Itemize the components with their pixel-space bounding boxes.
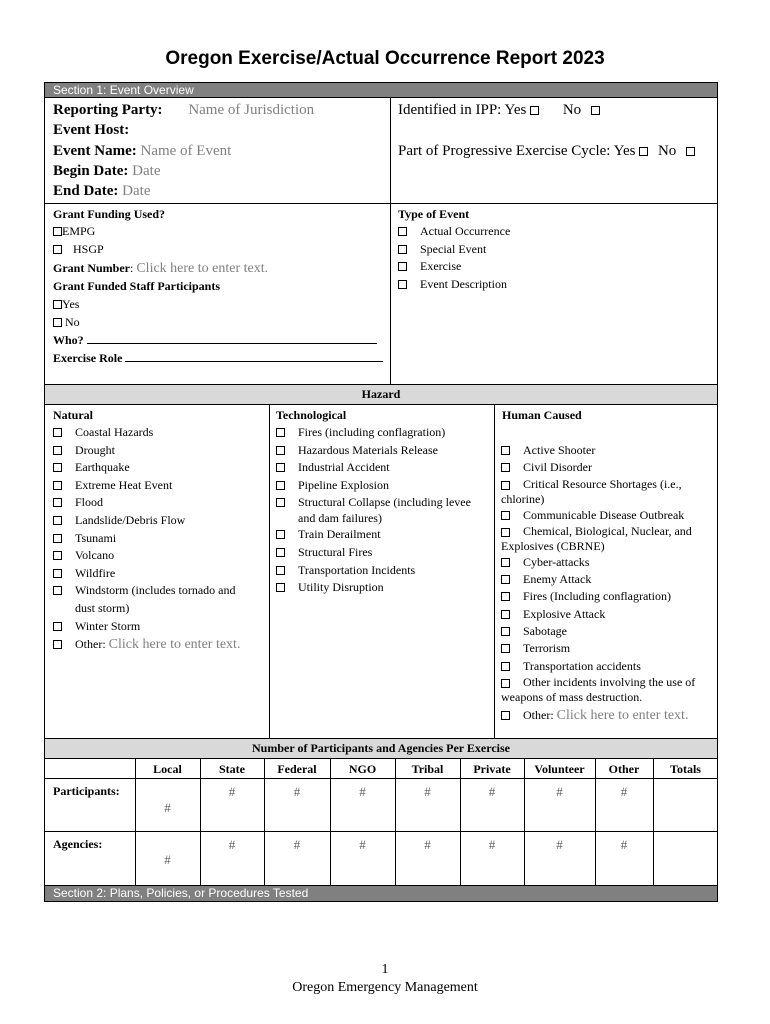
- begin-date-label: Begin Date:: [53, 163, 129, 179]
- option-label: Pipeline Explosion: [298, 477, 389, 492]
- begin-date-field[interactable]: Date: [132, 163, 161, 179]
- checkbox[interactable]: [398, 227, 407, 236]
- grant-funding-label: Grant Funding Used?: [53, 207, 166, 221]
- technological-label: Technological: [276, 408, 347, 422]
- checkbox[interactable]: [53, 446, 62, 455]
- hazard-option: [53, 424, 265, 442]
- option-label: Windstorm (includes tornado and dust storm): [75, 583, 236, 615]
- option-label: Landslide/Debris Flow: [75, 512, 186, 527]
- col-header: Tribal: [411, 762, 444, 776]
- progressive-no-label: No: [657, 143, 677, 159]
- ipp-no-checkbox[interactable]: [591, 106, 600, 115]
- grant-number-label: Grant Number: [53, 261, 130, 275]
- col-header: NGO: [348, 762, 377, 776]
- hazard-option: [53, 459, 265, 477]
- human-caused-label: Human Caused: [502, 408, 582, 422]
- ipp-label: Identified in IPP: Yes: [398, 102, 527, 118]
- agencies-local-field[interactable]: #: [164, 852, 171, 867]
- row-label-agencies: Agencies:: [53, 837, 103, 851]
- hazard-header: Hazard: [44, 384, 718, 405]
- checkbox[interactable]: [398, 245, 407, 254]
- hazard-option: [53, 530, 265, 548]
- option-label: Event Description: [420, 276, 507, 291]
- exercise-role-row: [53, 351, 383, 366]
- grant-number-field[interactable]: Click here to enter text.: [136, 261, 269, 276]
- grant-empg-checkbox[interactable]: [53, 227, 62, 236]
- option-label: Fires (Including conflagration): [523, 589, 671, 604]
- table-line: [44, 778, 718, 779]
- grant-number-row: Grant Number: Click here to enter text.: [53, 261, 269, 276]
- staff-label: Grant Funded Staff Participants: [53, 279, 221, 293]
- checkbox[interactable]: [501, 627, 510, 636]
- checkbox[interactable]: [276, 498, 285, 507]
- option-label: Coastal Hazards: [75, 425, 154, 439]
- hazard-option: [501, 507, 713, 524]
- exercise-role-label: Exercise Role: [53, 351, 123, 365]
- option-label: Flood: [75, 495, 104, 510]
- hazard-option: [501, 442, 713, 459]
- participants-local-field[interactable]: #: [164, 800, 171, 815]
- human-caused-list: [501, 442, 713, 724]
- hazard-option: [276, 477, 490, 495]
- checkbox[interactable]: [501, 711, 510, 720]
- checkbox[interactable]: [53, 498, 62, 507]
- col-header: Private: [473, 762, 511, 776]
- type-of-event-label: Type of Event: [398, 207, 470, 221]
- checkbox[interactable]: [53, 516, 62, 525]
- staff-yes-row: [53, 297, 79, 312]
- end-date-label: End Date:: [53, 183, 119, 199]
- checkbox[interactable]: [398, 280, 407, 289]
- checkbox[interactable]: [276, 583, 285, 592]
- participants-volunteer-field[interactable]: #: [556, 784, 563, 799]
- col-header: Federal: [277, 762, 317, 776]
- page-title: Oregon Exercise/Actual Occurrence Report 2023: [165, 48, 605, 69]
- agencies-federal-field[interactable]: #: [293, 837, 301, 852]
- checkbox[interactable]: [501, 511, 510, 520]
- checkbox[interactable]: [501, 644, 510, 653]
- option-label: Cyber-attacks: [523, 554, 590, 569]
- hazard-option: [501, 606, 713, 623]
- participants-state-field[interactable]: #: [228, 784, 236, 799]
- type-option: [398, 276, 510, 294]
- option-label: Earthquake: [75, 460, 130, 475]
- checkbox[interactable]: [501, 463, 510, 472]
- row-label-participants: Participants:: [53, 784, 120, 798]
- checkbox[interactable]: [276, 463, 285, 472]
- option-label: Civil Disorder: [523, 460, 592, 475]
- hazard-option: [53, 442, 265, 460]
- hazard-option: [53, 512, 265, 530]
- table-col-line: [524, 759, 525, 885]
- checkbox[interactable]: [501, 575, 510, 584]
- option-label: Structural Collapse (including levee and dam failures): [298, 495, 471, 526]
- option-label: Volcano: [75, 548, 115, 563]
- checkbox[interactable]: [276, 548, 285, 557]
- type-option: [398, 258, 510, 276]
- hazard-option: [53, 565, 265, 583]
- option-label: Explosive Attack: [523, 606, 606, 621]
- ipp-yes-checkbox[interactable]: [530, 106, 539, 115]
- option-label: Critical Resource Shortages (i.e., chlorine): [501, 476, 682, 506]
- col-header: Other: [608, 762, 640, 776]
- page-number: 1: [381, 962, 389, 977]
- hazard-option: [501, 459, 713, 476]
- hazard-option: [276, 442, 490, 460]
- hazard-option: [501, 524, 713, 554]
- option-label: Extreme Heat Event: [75, 477, 173, 492]
- grant-hsgp-checkbox[interactable]: [53, 245, 62, 254]
- col-header: Local: [153, 762, 182, 776]
- checkbox[interactable]: [501, 610, 510, 619]
- progressive-no-checkbox[interactable]: [686, 147, 695, 156]
- reporting-party-row: [53, 102, 314, 119]
- staff-yes-label: Yes: [62, 297, 80, 311]
- checkbox[interactable]: [276, 428, 285, 437]
- option-label: Transportation Incidents: [298, 562, 416, 577]
- staff-yes-checkbox[interactable]: [53, 300, 62, 309]
- table-col-line: [395, 759, 396, 885]
- hazard-option: [276, 544, 490, 562]
- section2-header: Section 2: Plans, Policies, or Procedures Tested: [44, 885, 718, 902]
- technological-list: [276, 424, 490, 597]
- checkbox[interactable]: [53, 622, 62, 631]
- option-label: Chemical, Biological, Nuclear, and Explosives (CBRNE): [501, 523, 692, 553]
- hazard-option: [53, 547, 265, 565]
- hazard-option: [276, 424, 490, 442]
- option-label: Other incidents involving the use of weapons of mass destruction.: [501, 674, 696, 704]
- who-field[interactable]: [87, 333, 377, 344]
- hazard-divider-1: [269, 405, 270, 738]
- event-name-label: Event Name:: [53, 143, 137, 159]
- checkbox[interactable]: [398, 262, 407, 271]
- col-header: Totals: [670, 762, 701, 776]
- hazard-option: [276, 579, 490, 597]
- participants-private-field[interactable]: #: [488, 784, 496, 799]
- natural-other-field[interactable]: Click here to enter text.: [108, 637, 241, 653]
- option-label: Industrial Accident: [298, 460, 390, 475]
- option-label: Sabotage: [523, 624, 567, 639]
- progressive-yes-checkbox[interactable]: [639, 147, 648, 156]
- hazard-option: [53, 494, 265, 512]
- table-col-line: [330, 759, 331, 885]
- checkbox[interactable]: [501, 558, 510, 567]
- agencies-private-field[interactable]: #: [488, 837, 496, 852]
- checkbox[interactable]: [53, 569, 62, 578]
- option-label: Winter Storm: [75, 618, 141, 633]
- who-row: [53, 333, 377, 348]
- checkbox[interactable]: [501, 528, 510, 537]
- checkbox[interactable]: [276, 530, 285, 539]
- type-of-event-list: [398, 223, 510, 293]
- option-label: Communicable Disease Outbreak: [523, 507, 685, 522]
- checkbox[interactable]: [53, 463, 62, 472]
- participants-tribal-field[interactable]: #: [424, 784, 431, 799]
- checkbox[interactable]: [53, 640, 62, 649]
- option-label: Train Derailment: [298, 527, 381, 542]
- option-label: Actual Occurrence: [420, 224, 511, 238]
- option-label: Special Event: [420, 241, 487, 256]
- option-label: Active Shooter: [523, 443, 596, 457]
- hazard-option: [53, 477, 265, 495]
- event-name-field[interactable]: Name of Event: [140, 143, 232, 159]
- hazard-option: [501, 571, 713, 588]
- hazard-option: [501, 658, 713, 675]
- footer-org: Oregon Emergency Management: [292, 980, 478, 995]
- table-col-line: [653, 759, 654, 885]
- option-label: Terrorism: [523, 641, 571, 656]
- who-label: Who?: [53, 333, 84, 347]
- hazard-option: [53, 618, 265, 636]
- option-label: Fires (including conflagration): [298, 425, 446, 439]
- participants-other-field[interactable]: #: [620, 784, 628, 799]
- staff-no-row: [53, 315, 80, 330]
- checkbox[interactable]: [53, 534, 62, 543]
- option-label: Enemy Attack: [523, 572, 592, 587]
- checkbox[interactable]: [501, 446, 510, 455]
- grant-hsgp-label: HSGP: [73, 242, 104, 256]
- end-date-field[interactable]: Date: [122, 183, 151, 199]
- overview-separator: [44, 203, 718, 204]
- checkbox[interactable]: [501, 592, 510, 601]
- staff-no-checkbox[interactable]: [53, 318, 62, 327]
- hazard-option: [501, 554, 713, 571]
- checkbox[interactable]: [53, 428, 62, 437]
- participants-header: Number of Participants and Agencies Per Exercise: [44, 738, 718, 759]
- hazard-divider-2: [494, 405, 495, 738]
- hazard-option-other: [501, 707, 713, 724]
- checkbox[interactable]: [276, 446, 285, 455]
- option-label: Wildfire: [75, 565, 116, 580]
- hazard-option: [276, 494, 483, 526]
- col-header: State: [219, 762, 245, 776]
- table-col-line: [595, 759, 596, 885]
- hazard-option: [53, 582, 253, 617]
- event-host-label: Event Host:: [53, 122, 130, 138]
- other-label: Other:: [523, 707, 554, 722]
- hazard-option: [501, 588, 713, 605]
- begin-date-row: [53, 163, 160, 180]
- ipp-no-label: No: [562, 102, 582, 118]
- hazard-option: [276, 562, 490, 580]
- checkbox[interactable]: [53, 481, 62, 490]
- agencies-tribal-field[interactable]: #: [424, 837, 431, 852]
- reporting-party-label: Reporting Party:: [53, 102, 163, 118]
- option-label: Tsunami: [75, 530, 117, 545]
- grant-empg-row: [53, 224, 95, 239]
- option-label: Transportation accidents: [523, 658, 641, 673]
- reporting-party-field[interactable]: Name of Jurisdiction: [188, 102, 315, 118]
- agencies-other-field[interactable]: #: [620, 837, 628, 852]
- hazard-option: [276, 526, 490, 544]
- event-name-row: [53, 143, 231, 160]
- checkbox[interactable]: [276, 481, 285, 490]
- agencies-ngo-field[interactable]: #: [359, 837, 366, 852]
- progressive-label: Part of Progressive Exercise Cycle: Yes: [398, 143, 636, 159]
- option-label: Hazardous Materials Release: [298, 442, 438, 457]
- participants-ngo-field[interactable]: #: [359, 784, 366, 799]
- option-label: Utility Disruption: [298, 580, 384, 595]
- table-col-line: [264, 759, 265, 885]
- other-label: Other:: [75, 637, 106, 652]
- hazard-option: [501, 623, 713, 640]
- agencies-state-field[interactable]: #: [228, 837, 236, 852]
- hazard-option: [501, 640, 713, 657]
- checkbox[interactable]: [53, 551, 62, 560]
- type-option: [398, 241, 510, 259]
- natural-label: Natural: [53, 408, 93, 422]
- checkbox[interactable]: [501, 481, 510, 490]
- table-col-line: [200, 759, 201, 885]
- hazard-option-other: [53, 636, 265, 654]
- table-col-line: [460, 759, 461, 885]
- staff-no-label: No: [65, 315, 80, 329]
- ipp-row: [398, 102, 600, 119]
- exercise-role-field[interactable]: [125, 351, 383, 362]
- hazard-option: [276, 459, 490, 477]
- hazard-option: [501, 675, 713, 705]
- agencies-volunteer-field[interactable]: #: [556, 837, 563, 852]
- hazard-option: [501, 477, 713, 507]
- human-other-field[interactable]: Click here to enter text.: [556, 707, 689, 723]
- option-label: Drought: [75, 442, 115, 457]
- type-option: [398, 223, 510, 241]
- natural-list: [53, 424, 265, 654]
- grant-empg-label: EMPG: [62, 224, 96, 238]
- grant-hsgp-row: [53, 242, 104, 257]
- end-date-row: [53, 183, 151, 200]
- checkbox[interactable]: [276, 566, 285, 575]
- option-label: Structural Fires: [298, 544, 373, 559]
- col-header: Volunteer: [534, 762, 585, 776]
- table-line: [44, 831, 718, 832]
- checkbox[interactable]: [53, 586, 62, 595]
- participants-federal-field[interactable]: #: [293, 784, 301, 799]
- overview-divider: [390, 98, 391, 384]
- checkbox[interactable]: [501, 679, 510, 688]
- progressive-row: [398, 143, 695, 160]
- section1-header: Section 1: Event Overview: [44, 82, 718, 98]
- option-label: Exercise: [420, 259, 462, 274]
- checkbox[interactable]: [501, 662, 510, 671]
